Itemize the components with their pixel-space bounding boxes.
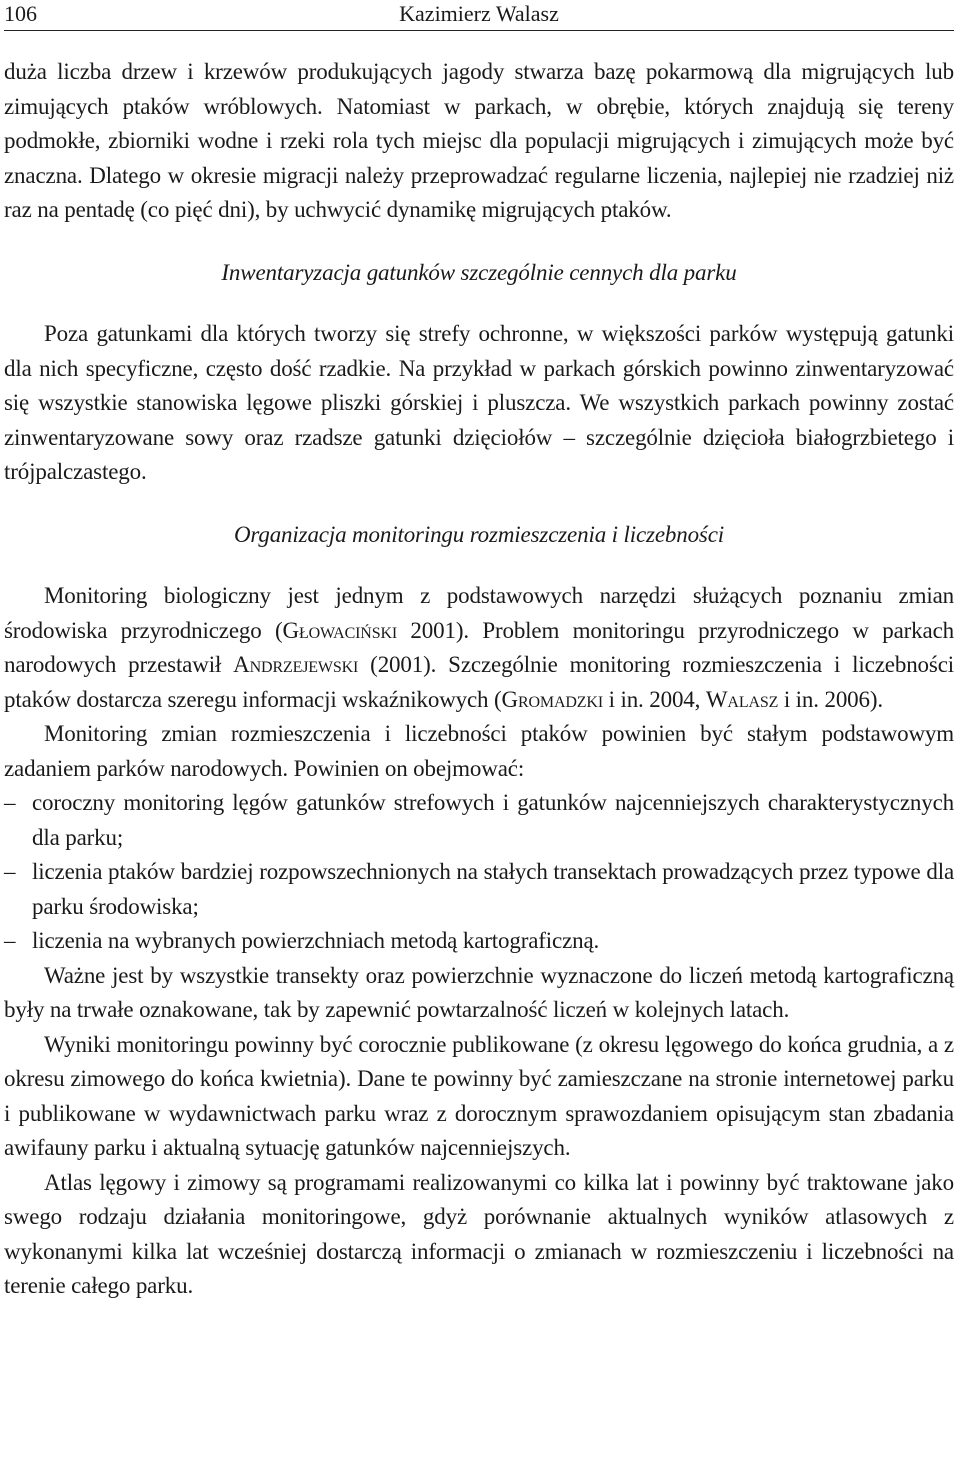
section-heading-inventory: Inwentaryzacja gatunków szczególnie cennych dla parku xyxy=(221,259,737,285)
list-item-text: coroczny monitoring lęgów gatunków strefowych i gatunków najcenniejszych charakterystycznych dla parku; xyxy=(32,790,954,850)
monitoring-text-2: 2001). Problem monitoringu przyrodniczego w parkach narodowych przestawił xyxy=(4,617,954,677)
list-item-text: liczenia ptaków bardziej rozpowszechnionych na stałych transektach prowadzących przez typowe dla parku środowiska; xyxy=(32,859,954,919)
section-heading-monitoring: Organizacja monitoringu rozmieszczenia i liczebności xyxy=(233,521,725,547)
monitoring-text-1: Monitoring biologiczny jest jednym z podstawowych narzędzi służących poznaniu zmian środowiska przyrodniczego ( xyxy=(4,583,954,643)
body-text xyxy=(4,55,954,1304)
citation-author-walasz: Walasz xyxy=(705,686,779,712)
paragraph-results-publication: Wyniki monitoringu powinny być corocznie publikowane (z okresu lęgowego do końca grudnia, a z okresu zimowego do końca kwietnia). Dane te powinny być zamieszczane na stronie internetowej parku i publikowane w wydawnictwach parku wraz z dorocznym sprawozdaniem opisującym stan zbadania awifauny parku i aktualną sytuację gatunków najcenniejszych. xyxy=(4,1031,954,1160)
paragraph-valuable-species: Poza gatunkami dla których tworzy się strefy ochronne, w większości parków występują gatunki dla nich specyficzne, często dość rzadkie. Na przykład w parkach górskich powinno zinwentaryzować się wszystkie stanowiska lęgowe pliszki górskiej i pluszcza. We wszystkich parkach powinny zostać zinwentaryzowane sowy oraz rzadsze gatunki dzięciołów – szczególnie dzięcioła białogrzbietego i trójpalczastego. xyxy=(4,321,954,484)
list-item-text: liczenia na wybranych powierzchniach metodą kartograficzną. xyxy=(32,928,600,953)
citation-author-gromadzki: Gromadzki xyxy=(501,686,604,712)
monitoring-scope-list xyxy=(4,786,954,959)
paragraph-migration-counts: duża liczba drzew i krzewów produkujących jagody stwarza bazę pokarmową dla migrujących lub zimujących ptaków wróblowych. Natomiast w parkach, w obrębie, których znajdują się tereny podmokłe, zbiorniki wodne i rzeki rola tych miejsc dla populacji migrujących i zimujących może być znaczna. Dlatego w okresie migracji należy przeprowadzać regularne liczenia, najlepiej nie rzadziej niż raz na pentadę (co pięć dni), by uchwycić dynamikę migrujących ptaków. xyxy=(4,59,954,222)
list-item xyxy=(4,786,954,855)
dash-bullet: – xyxy=(4,859,16,884)
dash-bullet: – xyxy=(4,790,16,815)
paragraph-biological-monitoring xyxy=(4,579,954,717)
paragraph-atlas: Atlas lęgowy i zimowy są programami realizowanymi co kilka lat i powinny być traktowane jako swego rodzaju działania monitoringowe, gdyż porównanie aktualnych wyników atlasowych z wykonanymi kilka lat wcześniej dostarczą informacji o zmianach w rozmieszczeniu i liczebności na terenie całego parku. xyxy=(4,1169,954,1298)
list-item xyxy=(4,855,954,924)
monitoring-text-3: (2001). Szczególnie monitoring rozmieszczenia i liczebności ptaków dostarcza szeregu informacji wskaźnikowych ( xyxy=(4,652,954,712)
paragraph-monitoring-duty: Monitoring zmian rozmieszczenia i liczebności ptaków powinien być stałym podstawowym zadaniem parków narodowych. Powinien on obejmować: xyxy=(4,721,954,781)
citation-author-glowacinski: Głowaciński xyxy=(282,617,398,643)
citation-author-andrzejewski: Andrzejewski xyxy=(233,652,359,677)
monitoring-text-4: i in. 2004, xyxy=(603,686,706,712)
monitoring-text-5: i in. 2006). xyxy=(778,686,883,712)
running-header xyxy=(4,0,954,31)
book-page xyxy=(4,0,954,1476)
page-number: 106 xyxy=(4,1,37,26)
list-item xyxy=(4,924,954,959)
paragraph-transect-marking: Ważne jest by wszystkie transekty oraz powierzchnie wyznaczone do liczeń metodą kartograficzną były na trwałe oznakowane, tak by zapewnić powtarzalność liczeń w kolejnych latach. xyxy=(4,962,954,1022)
dash-bullet: – xyxy=(4,928,16,953)
running-header-author: Kazimierz Walasz xyxy=(399,1,559,26)
